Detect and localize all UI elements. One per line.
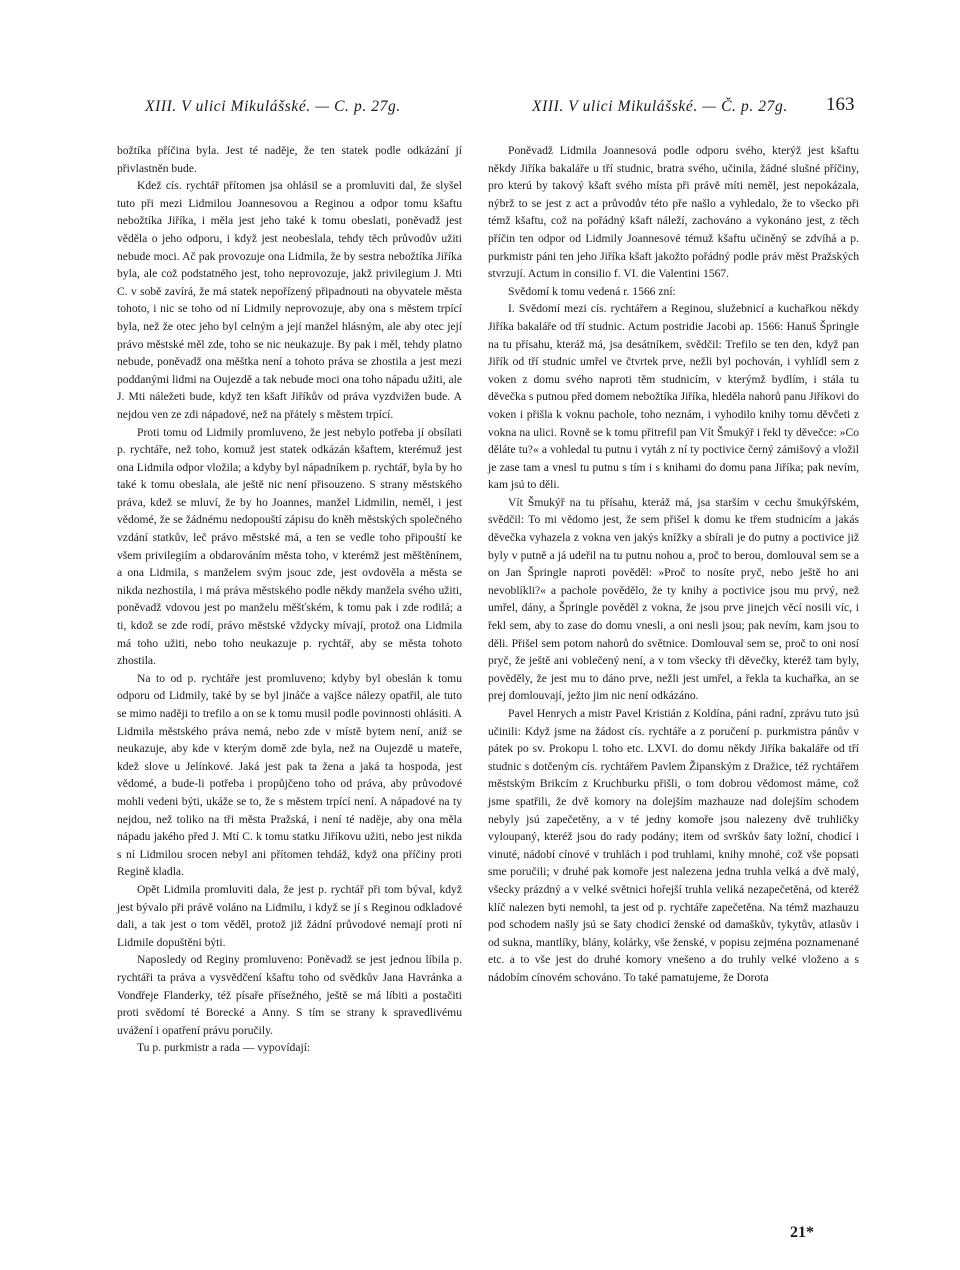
right-column [488, 142, 859, 987]
paragraph: Naposledy od Reginy promluveno: Poněvadž se jest jednou líbila p. rychtáři ta práva a vysvědčení kšaftu toho od svědkův Jana Havránka a Vondřeje Flanderky, též písaře přísežného, ještě se má líbiti a postačiti proti svědomí té Borecké a Anny. S tím se strany k spravedlivému uvážení i opatření právu poručily. [117, 953, 462, 1037]
paragraph: Tu p. purkmistr a rada — vypovídají: [137, 1041, 311, 1055]
signature-mark: 21* [790, 1224, 814, 1241]
paragraph: I. Svědomí mezi cís. rychtářem a Reginou, služebnicí a kuchařkou někdy Jiříka bakaláře od tří studnic. Actum postridie Jacobi ap. 1566: Hanuš Špringle na tu přísahu, kteráž má, jsa desátníkem, svědčil: Trefilo se ten den, když pan Jiřík od tří studnic umřel ve čtvrtek prve, nežli byl pochován, i vyhlídl sem z voken z domu svého naproti těm studnicím, v kterýmž bydlím, i stála tu děvečka s putnou před domem nebožtíka Jiříka, hleděla nahorů panu Jiříkovi do voken i přišla k voknu pachole, toho neznám, i vyhodilo knihy tomu děvčeti z vokna na ulici. Rovně se k tomu přitrefil pan Vít Šmukýř i řekl ty děvečce: »Co děláte tu?« a vohledal tu putnu i vytáh z ní ty poctivice černý zámišový a vložil je zase tam a vnesl tu putnu s tím i s knihami do domu pana Jiříka; pak nevím, kam jsú to děli. [488, 302, 859, 492]
paragraph: Na to od p. rychtáře jest promluveno; kdyby byl obeslán k tomu odporu od Lidmily, také by se byl jináče a vajšce nálezy opatřil, ale tuto se mimo naději to trefilo a on se k tomu musil podle povinnosti ohlásiti. A Lidmila městského práva nemá, nebo zde v místě bytem není, aniž se neukazuje, aby kde v kterým domě zde byla, než na Oujezdě u mateře, kdež slove u Jelínkové. Jaká jest pak ta žena a jaká ta hospoda, jest vědomé, a bude-li potřeba i propůjčeno toho od práva, aby průvodové mohli vedeni býti, ukáže se to, že s městem trpící není. A nápadové na ty nejdou, než toliko na tři města Pražská, i není té naděje, aby ona měla nápadu jakého před J. Mtí C. k tomu statku Jiříkovu užiti, nebo jest nikda s ní Lidmilou srocen nebyl ani přítomen tehdáž, když ona příčiny proti Regině kladla. [117, 671, 462, 879]
page-number: 163 [826, 94, 855, 115]
running-header-left: XIII. V ulici Mikulášské. — C. p. 27g. [145, 98, 401, 115]
paragraph: Poněvadž Lidmila Joannesová podle odporu svého, kterýž jest kšaftu někdy Jiříka bakaláře u tří studnic, bratra svého, učinila, žádné slušné příčiny, pro kterú by takový kšaft svého místa při právě míti neměl, jest nepokázala, nýbrž to se jest z act a průvodův této pře našlo a vyhledalo, že to všecko při témž kšaftu, což na pořádný kšaft náleží, zachováno a vykonáno jest, z těch příčin ten odpor od Lidmily Joannesové témuž kšaftu učiněný se zdvíhá a p. purkmistr páni ten jeho Jiříka kšaft jakožto pořádný podle práv měst Pražských stvrzují. Actum in consilio f. VI. die Valentini 1567. [488, 144, 859, 281]
paragraph: Kdež cís. rychtář přítomen jsa ohlásil se a promluviti dal, že slyšel tuto při mezi Lidmilou Joannesovou a Reginou a odpor tomu kšaftu nebožtíka Jiříka, i měla jest jeho také k tomu obeslati, poněvadž jest věděla o jeho odporu, i když jest neobeslala, tehdy těch průvodův užiti nebude moci. Ač pak provozuje ona Lidmila, že by sestra nebožtíka Jiříka byla, ale což podstatného jest, toho neprovozuje, jakž privilegium J. Mti C. v sobě zavírá, že má statek nepořízený připadnouti na obyvatele města tohoto, i nic se toho od ní Lidmily neprovozuje, aby ona s městem trpící byla, než že otec jeho byl celným a její manžel hlásným, ale aby otec její právo městské měl zde, toho se nic neukazuje. By pak i měl, tehdy platno nebude, poněvadž ona měštka není a tohoto práva se zhostila a jest mezi poddanými lidmi na Oujezdě a tak nebude moci ona toho nápadu užiti, ale J. Mti náležeti bude, když ten kšaft Jiříkův od práva vyzdvižen bude. A nejdou ven ze zdi nápadové, než na přátely s městem trpící. [117, 179, 462, 421]
paragraph: Proti tomu od Lidmily promluveno, že jest nebylo potřeba jí obsílati p. rychtáře, než toho, komuž jest statek odkázán kšaftem, kterémuž jest ona Lidmila odpor vložila; a kdyby byl nápadníkem p. rychtář, byla by ho také k tomu obeslala, ale ještě nic není přisouzeno. S strany městského práva, kdež se mluví, že by ho Joannes, manžel Lidmilin, neměl, i jest vědomé, že se žádnému nedopouští zápisu do kněh městských společného vzdání statkův, leč právo městské má, a ten se vedle toho připouští ke všem privilegiím a obdarováním města toho, v kterémž jest měštěnínem, a ona Lidmila, s manželem svým jsouc zde, jest ovdověla a města se nikda nezhostila, i má práva městského podle někdy manžela svého užiti, poněvadž vdovou jest po manželu měšťském, k tomu pak i zde rodilá; a ti, kdož se zde rodí, právo městské vždycky mívají, protož ona Lidmila má toho užiti, nebo toho neukazuje p. rychtář, aby se města tohoto zhostila. [117, 425, 462, 668]
running-header-right: XIII. V ulici Mikulášské. — Č. p. 27g. [532, 98, 788, 115]
left-column [117, 142, 462, 1057]
paragraph: Vít Šmukýř na tu přísahu, kteráž má, jsa starším v cechu šmukýřském, svědčil: To mi vědomo jest, že sem přišel k domu ke třem studnicím a jakás děvečka vyhazela z vokna ven jakýs knížky a sbírali je do putny a poctivice již byly v putně a já udeřil na tu putnu nohou a, proč to berou, domlouval sem se a on Jan Špringle naproti pověděl: »Proč to nosíte pryč, nebo ještě ho ani nevoblíkli?« a pachole povědělo, že ty knihy a poctivice jsou mu prvý, než umřel, dány, a Špringle pověděl z vokna, že jsou prve jinejch věcí nosili víc, i řekl sem, aby to zase do domu vnesli, a oni nesli jsou; pak nevím, kam jsou to děli. Přišel sem potom nahorů do světnice. Domlouval sem se, proč to oni nosí pryč, že ještě ani voblečený není, a v tom všecky tři děvečky, kteréž tam byly, pověděly, že jest mu to dáno prve, nežli jest umřel, a řekla ta kuchařka, an se prej domlouvají, ježto jim nic není odkázáno. [488, 495, 859, 703]
paragraph: božtíka příčina byla. Jest té naděje, že ten statek podle odkázání jí přivlastněn bude. [117, 144, 462, 175]
paragraph: Svědomí k tomu vedená r. 1566 zní: [508, 284, 676, 298]
paragraph: Pavel Henrych a mistr Pavel Kristián z Koldína, páni radní, zprávu tuto jsú učinili: Když jsme na žádost cís. rychtáře a z poručení p. purkmistra pánův v pátek po sv. Prokopu l. toho etc. LXVI. do domu někdy Jiříka bakaláře od tří studnic s dotčeným cís. rychtářem Pavlem Žipanským z Dražice, též rychtářem městským Brikcím z Kruchburku přišli, o tom dobrou vědomost máme, což jsme spatřili, že dvě komory na dolejším mazhauze nad dolejším schodem nebyly jsú zapečetěny, a v té jedny komoře jsou nalezeny dvě truhličky vyloupaný, kteréž jsou do rady podány; item od svrškův šaty ložní, chodicí i vinuté, nádobí cínové v truhlách i pod truhlami, knihy mnohé, což vše popsati sme poručili; v druhé pak komoře jest nalezena jedna truhla velká a dvě malý, všecky prázdný a v velké světnici hořejší truhla veliká nezapečetěná, od kteréž klíč nalezen byti nemohl, ta jest od p. rychtáře zapečetěna. Na témž mazhauzu pod schodem našly jsú se šaty chodicí ženské od damaškův, tykytův, atlasův i od sukna, mantlíky, blány, kolárky, vše ženské, v popisu zejména poznamenané etc. a to vše jest do druhé komory vnešeno a do truhly velké vloženo a s nádobím cínovém schováno. To také pamatujeme, že Dorota [488, 707, 859, 984]
paragraph: Opět Lidmila promluviti dala, že jest p. rychtář při tom býval, když jest bývalo při právě voláno na Lidmilu, i když se jí s Reginou odkladové dali, a tak jest o tom věděl, protož již žádní průvodové nemají proti ní Lidmile dopuštěni býti. [117, 882, 462, 949]
